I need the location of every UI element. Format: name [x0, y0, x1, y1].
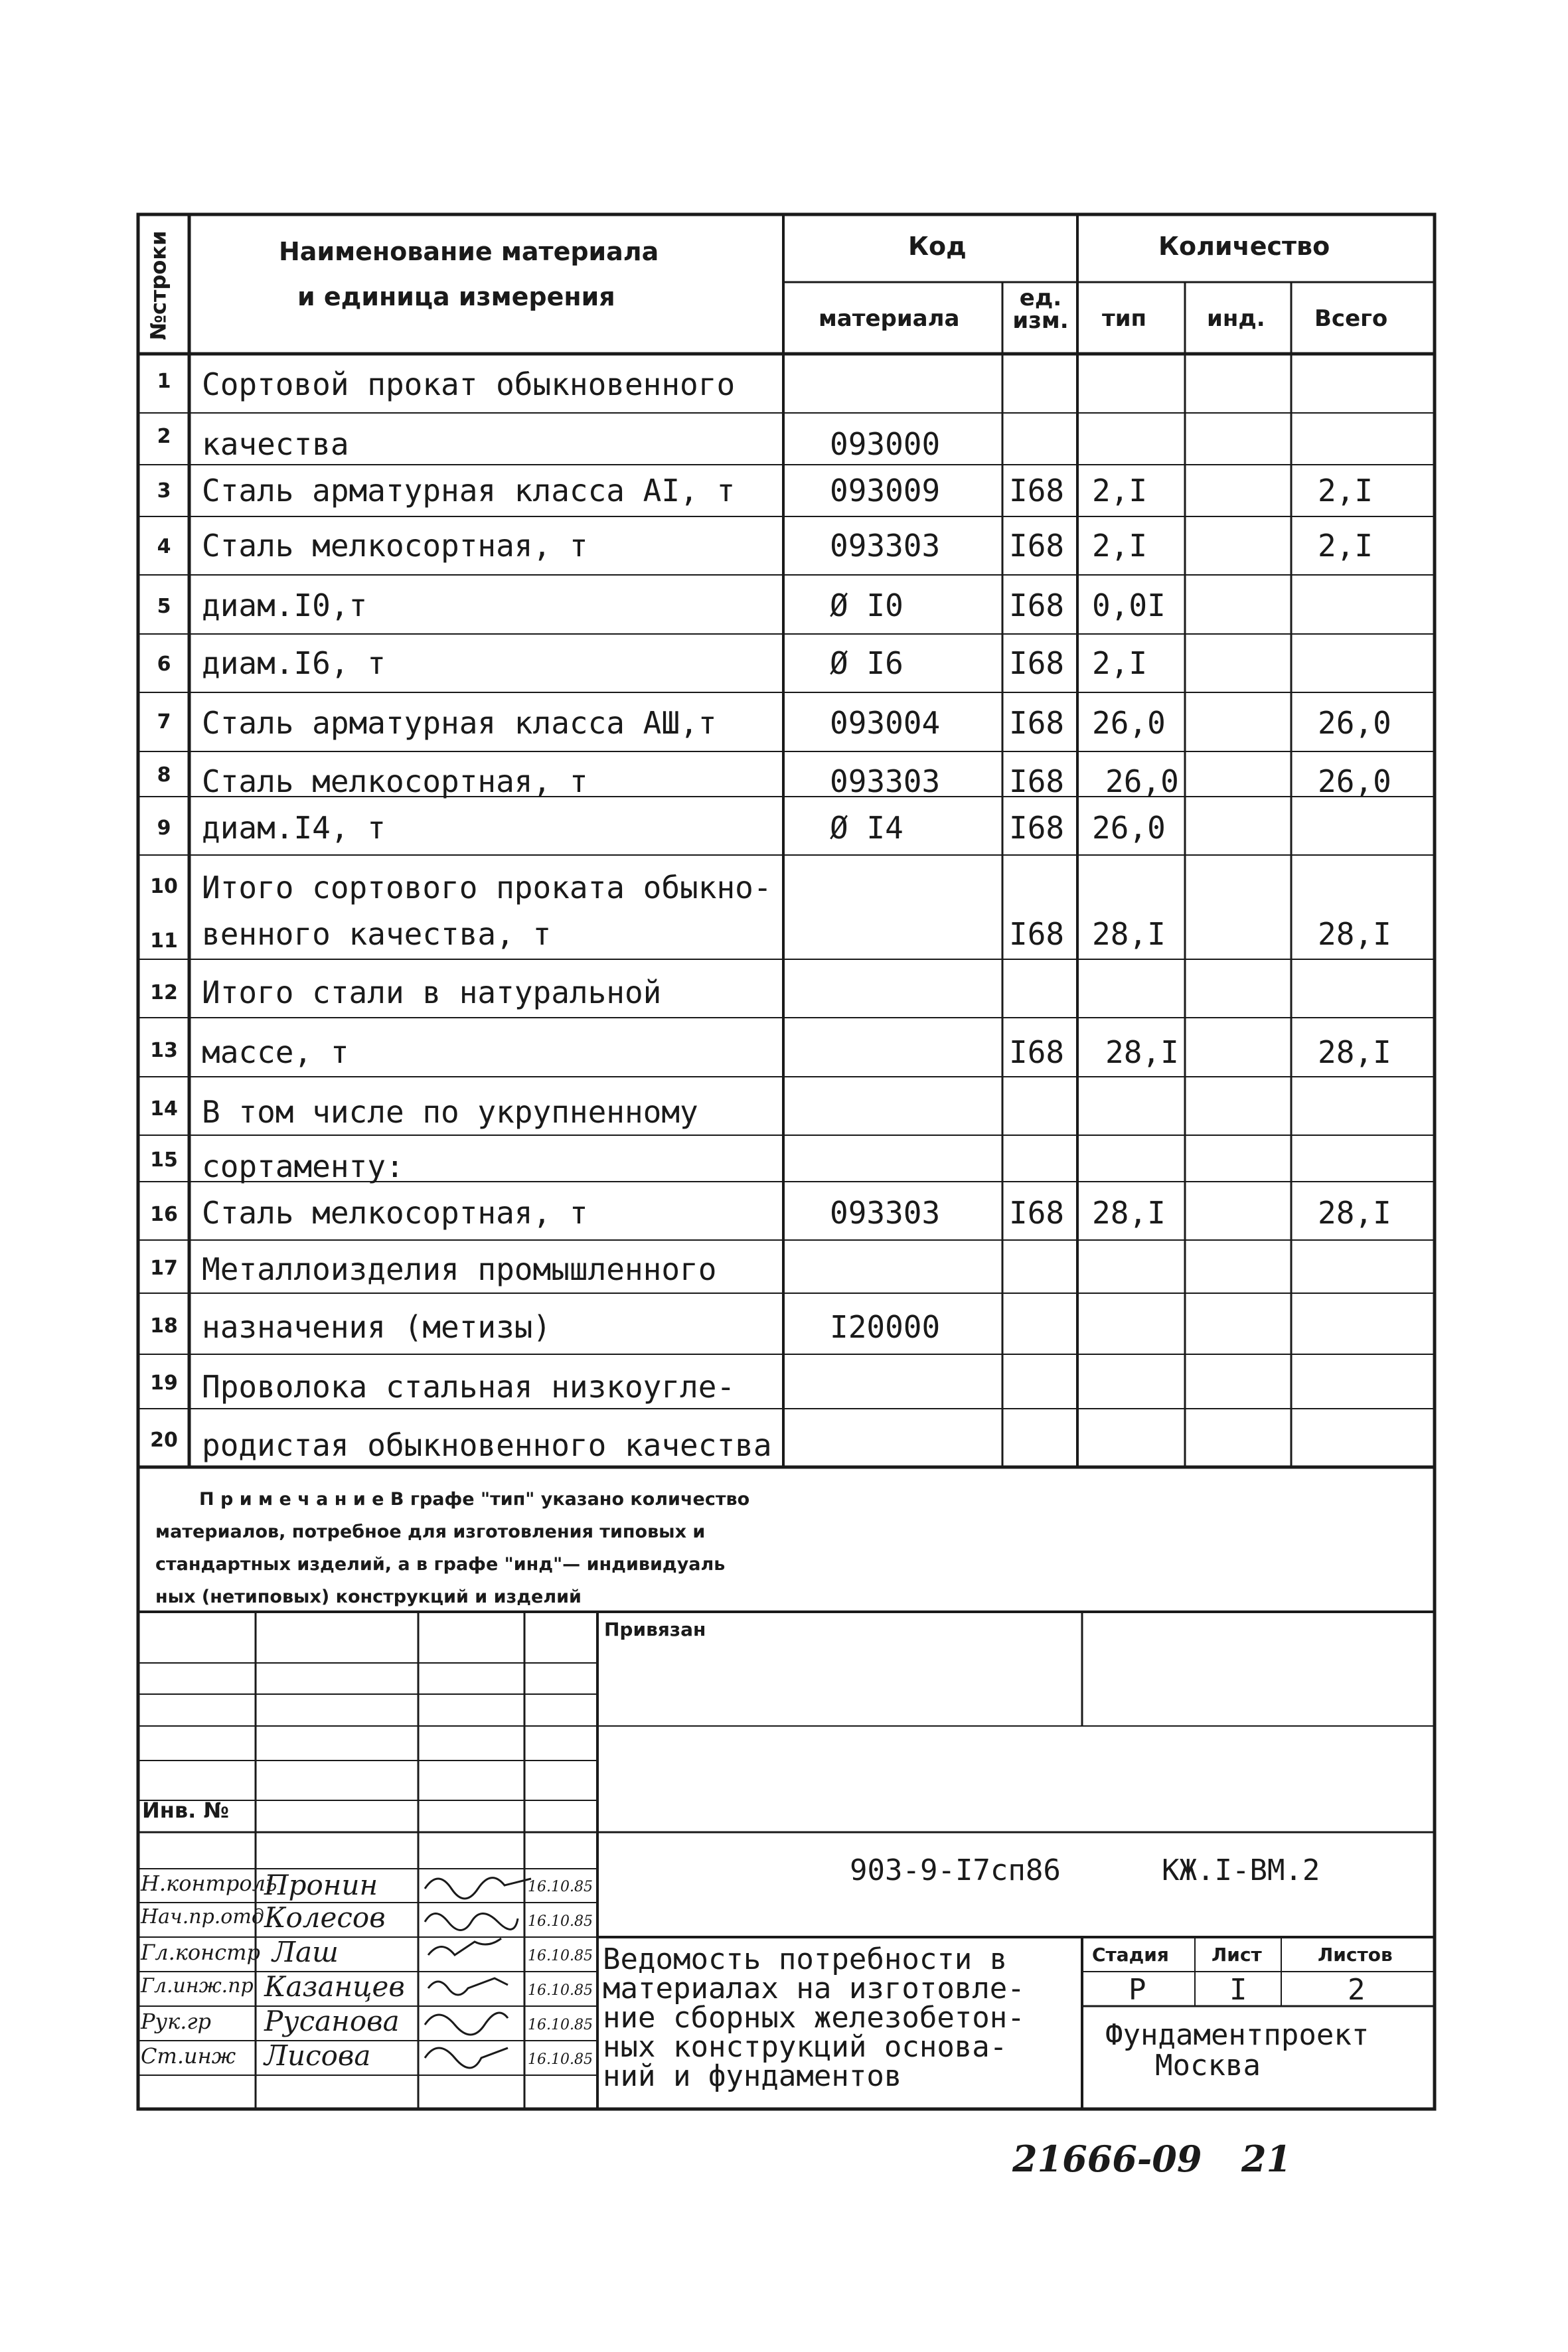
designation: 903-9-I7сп86: [850, 1853, 1061, 1887]
note-line-4: ных (нетиповых) конструкций и изделий: [155, 1587, 582, 1607]
quantity-header: Количество: [1158, 232, 1330, 261]
privyazan-label: Привязан: [604, 1618, 706, 1640]
organization-city: Москва: [1155, 2049, 1261, 2082]
organization-name: Фундаментпроект: [1105, 2018, 1370, 2052]
title-line-2: материалах на изготовле-: [603, 1972, 1025, 2005]
note-line-2: материалов, потребное для изготовления типовых и: [155, 1522, 706, 1542]
title-line-1: Ведомость потребности в: [603, 1942, 1008, 1976]
note-line-1: П р и м е ч а н и е В графе "тип" указано количество: [199, 1489, 750, 1510]
document-code: КЖ.I-ВМ.2: [1162, 1853, 1320, 1887]
title-line-3: ние сборных железобетон-: [603, 2001, 1025, 2035]
unit-header: ед. изм.: [1012, 285, 1069, 334]
title-line-5: ний и фундаментов: [603, 2059, 902, 2093]
note-line-3: стандартных изделий, а в графе "инд"— индивидуаль: [155, 1554, 726, 1575]
title-line-4: ных конструкций основа-: [603, 2030, 1008, 2064]
stage-label: Стадия: [1092, 1944, 1169, 1966]
ind-header: инд.: [1207, 305, 1265, 332]
total-header: Всего: [1314, 305, 1388, 332]
name-header-line2: и единица измерения: [297, 282, 615, 311]
code-header: Код: [908, 232, 967, 261]
type-header: тип: [1102, 305, 1147, 332]
sheets-value: 2: [1348, 1973, 1366, 2007]
page-number: 21: [1241, 2138, 1292, 2180]
stage-value: Р: [1129, 1973, 1146, 2007]
sheet-label: Лист: [1212, 1944, 1262, 1966]
sheets-label: Листов: [1318, 1944, 1393, 1966]
row-number-header: №строки: [146, 230, 172, 341]
archive-number: 21666-09: [1012, 2138, 1202, 2180]
document-sheet: №строки Наименование материала и единица измерения Код Количество материала ед. изм. тип инд. Всего 1 Сортовой прокат обыкновенного 2 качества 093000 3 Сталь арматурная класса AI, т 093009 I68 2,I 2,I 4 Сталь мелкосортная, т 093303 I68 2,I 2,I 5 диам.I0,т Ø I0 I68 0,0I 6 диам.I6, т Ø I6 I68 2,I 7 Сталь арматурная класса AШ,т 093004 I68 26,0 26,0 8 Сталь мелкосортная, т 093303 I68 26,0 26,0 9 диам.I4, т Ø I4 I68 26,0 10 Итого сортового проката обыкно- 11 венного качества, т I68 28,I 28,I 12 Итого стали в натуральной 13 массе, т I68 28,I 28,I 14 В том числе по укрупненному 15 сортаменту: 16 Сталь мелкосортная, т 093303 I68 28,I 28,I 17 Металлоизделия промышленного 18 назначения (метизы) I20000 19 Проволока стальная низкоугле- 20 родистая обыкновенного качества П р и м е ч а н и е В графе "тип" указано количество материалов, потребное для изготовления типовых и стандартных изделий, а в графе "инд"— индивидуаль ных (нетиповых) конструкций и изделий Привязан Инв. № 903-9-I7сп86 КЖ.I-ВМ.2 Ведомость потребности в материалах на изготовле- ние сборных железобетон- ных конструкций основа- ний и фундаментов Стадия Лист Листов Р I 2 Фундаментпроект Москва Н.контроль Пронин 16.10.85 Нач.пр.отд Колесов 16.10.85 Гл.констр Лаш 16.10.85 Гл.инж.пр Казанцев 16.10.85 Рук.гр Русанова 16.10.85 Ст.инж Лисова 16.10.85 21666-09 21: [0, 0, 1568, 2352]
name-header-line1: Наименование материала: [279, 237, 659, 266]
inventory-number-label: Инв. №: [142, 1798, 229, 1823]
sheet-value: I: [1229, 1973, 1247, 2007]
material-header: материала: [819, 305, 960, 332]
